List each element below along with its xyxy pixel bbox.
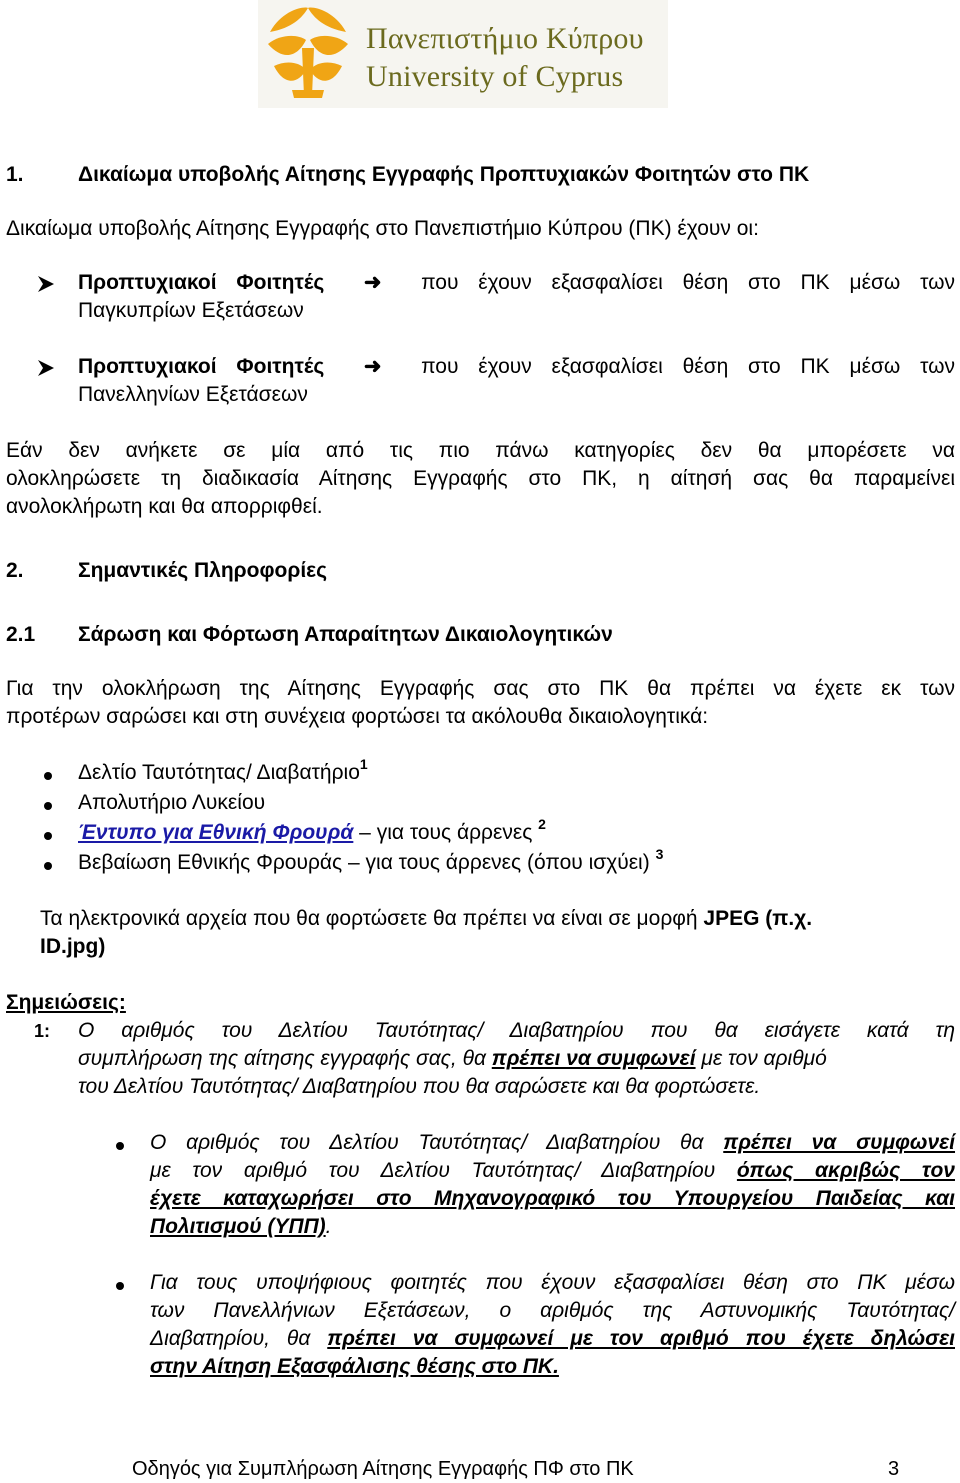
logo-english-name: University of Cyprus bbox=[366, 60, 624, 93]
bullet-dot-icon bbox=[44, 802, 52, 810]
document-item-national-guard-form bbox=[78, 816, 546, 846]
note-bullet-1-line bbox=[150, 1130, 955, 1156]
section-2-title: Σημαντικές Πληροφορίες bbox=[78, 559, 328, 582]
right-arrow-icon: ➜ bbox=[344, 271, 402, 294]
file-format-example: ID.jpg) bbox=[40, 935, 106, 958]
note-text: Διαβατηρίου, θα bbox=[150, 1327, 328, 1350]
university-logo bbox=[258, 0, 668, 108]
documents-intro-line: Για την ολοκλήρωση της Αίτησης Εγγραφής σας στο ΠΚ θα πρέπει να έχετε εκ των bbox=[6, 677, 955, 700]
note-1-label: 1: bbox=[34, 1021, 51, 1041]
eligibility-note-line: ανολοκλήρωτη και θα απορριφθεί. bbox=[6, 495, 323, 518]
footnote-ref: 1 bbox=[359, 756, 368, 772]
logo-greek-name: Πανεπιστήμιο Κύπρου bbox=[366, 22, 644, 55]
note-bullet-1-line bbox=[150, 1214, 332, 1240]
footnote-ref: 3 bbox=[655, 846, 664, 862]
note-bullet-1-line: έχετε καταχωρήσει στο Μηχανογραφικό του Υπουργείου Παιδείας και bbox=[150, 1187, 955, 1210]
note-text: . bbox=[325, 1215, 332, 1238]
note-emphasis: πρέπει να συμφωνεί bbox=[491, 1047, 696, 1070]
note-text: Ο αριθμός του Δελτίου Ταυτότητας/ Διαβατηρίου θα bbox=[150, 1131, 724, 1154]
document-item-text: – για τους άρρενες bbox=[353, 821, 539, 844]
bullet-bold-label: Προπτυχιακοί Φοιτητές bbox=[78, 271, 325, 294]
arrowhead-bullet-icon bbox=[36, 274, 56, 294]
page-number: 3 bbox=[888, 1458, 900, 1480]
bullet-undergrad-pancyprian bbox=[78, 270, 955, 296]
note-bullet-2-line bbox=[150, 1326, 955, 1352]
right-arrow-icon: ➜ bbox=[344, 355, 402, 378]
arrowhead-bullet-icon bbox=[36, 358, 56, 378]
bullet-text: που έχουν εξασφαλίσει θέση στο ΠΚ μέσω των bbox=[421, 271, 955, 294]
note-emphasis: πρέπει να συμφωνεί bbox=[723, 1131, 956, 1154]
note-bullet-1-line bbox=[150, 1158, 955, 1184]
bullet-bold-label: Προπτυχιακοί Φοιτητές bbox=[78, 355, 325, 378]
university-emblem-icon bbox=[262, 4, 354, 100]
section-1-number: 1. bbox=[6, 163, 24, 186]
note-bullet-2-line: Για τους υποψήφιους φοιτητές που έχουν εξασφαλίσει θέση στο ΠΚ μέσω bbox=[150, 1271, 955, 1294]
file-format-text: Τα ηλεκτρονικά αρχεία που θα φορτώσετε θα πρέπει να είναι σε μορφή bbox=[40, 907, 704, 930]
bullet-undergrad-panhellenic bbox=[78, 354, 955, 380]
document-item-text: Απολυτήριο Λυκείου bbox=[78, 791, 266, 814]
section-1-title: Δικαίωμα υποβολής Αίτησης Εγγραφής Προπτυχιακών Φοιτητών στο ΠΚ bbox=[78, 163, 810, 186]
bullet-dot-icon bbox=[116, 1282, 124, 1290]
section-2-1-number: 2.1 bbox=[6, 623, 36, 646]
bullet-dot-icon bbox=[116, 1142, 124, 1150]
bullet-dot-icon bbox=[44, 862, 52, 870]
document-item-text: Βεβαίωση Εθνικής Φρουράς – για τους άρρενες (όπου ισχύει) bbox=[78, 851, 656, 874]
file-format-line bbox=[40, 906, 812, 932]
document-item-text: Δελτίο Ταυτότητας/ Διαβατήριο bbox=[78, 761, 360, 784]
note-emphasis: Πολιτισμού (ΥΠΠ) bbox=[150, 1215, 326, 1238]
file-format-bold: JPEG (π.χ. bbox=[703, 907, 813, 930]
documents-intro-line: προτέρων σαρώσει και στη συνέχεια φορτώσει τα ακόλουθα δικαιολογητικά: bbox=[6, 705, 709, 728]
note-1-line: Ο αριθμός του Δελτίου Ταυτότητας/ Διαβατηρίου που θα εισάγετε κατά τη bbox=[78, 1019, 955, 1042]
note-bullet-2-line: των Πανελλήνιων Εξετάσεων, ο αριθμός της Αστυνομικής Ταυτότητας/ bbox=[150, 1299, 955, 1322]
bullet-dot-icon bbox=[44, 772, 52, 780]
note-emphasis: πρέπει να συμφωνεί με τον αριθμό που έχετε δηλώσει bbox=[327, 1327, 955, 1350]
bullet-continuation: Πανελληνίων Εξετάσεων bbox=[78, 383, 308, 406]
note-1-line bbox=[78, 1046, 827, 1072]
eligibility-note-line: Εάν δεν ανήκετε σε μία από τις πιο πάνω κατηγορίες δεν θα μπορέσετε να bbox=[6, 439, 955, 462]
footnote-ref: 2 bbox=[538, 816, 546, 832]
bullet-continuation: Παγκυπρίων Εξετάσεων bbox=[78, 299, 304, 322]
notes-heading: Σημειώσεις: bbox=[6, 991, 126, 1014]
note-bullet-2-line: στην Αίτηση Εξασφάλισης θέσης στο ΠΚ. bbox=[150, 1355, 559, 1378]
eligibility-note-line: ολοκληρώσετε τη διαδικασία Αίτησης Εγγραφής στο ΠΚ, η αίτησή σας θα παραμείνει bbox=[6, 467, 955, 490]
note-text: με τον αριθμό του Δελτίου Ταυτότητας/ Διαβατηρίου bbox=[150, 1159, 737, 1182]
national-guard-form-link[interactable]: Έντυπο για Εθνική Φρουρά bbox=[78, 821, 354, 844]
note-text: με τον αριθμό bbox=[695, 1047, 827, 1070]
bullet-dot-icon bbox=[44, 832, 52, 840]
note-1-line: του Δελτίου Ταυτότητας/ Διαβατηρίου που θα σαρώσετε και θα φορτώσετε. bbox=[78, 1075, 761, 1098]
note-emphasis: όπως ακριβώς τον bbox=[736, 1159, 955, 1182]
bullet-text: που έχουν εξασφαλίσει θέση στο ΠΚ μέσω των bbox=[421, 355, 955, 378]
section-2-number: 2. bbox=[6, 559, 24, 582]
section-1-intro: Δικαίωμα υποβολής Αίτησης Εγγραφής στο Πανεπιστήμιο Κύπρου (ΠΚ) έχουν οι: bbox=[6, 217, 759, 240]
document-item-id bbox=[78, 756, 368, 786]
footer-title: Οδηγός για Συμπλήρωση Αίτησης Εγγραφής ΠΦ στο ΠΚ bbox=[132, 1458, 634, 1480]
document-item-national-guard-certificate bbox=[78, 846, 664, 876]
note-text: συμπλήρωση της αίτησης εγγραφής σας, θα bbox=[78, 1047, 492, 1070]
section-2-1-title: Σάρωση και Φόρτωση Απαραίτητων Δικαιολογητικών bbox=[78, 623, 613, 646]
